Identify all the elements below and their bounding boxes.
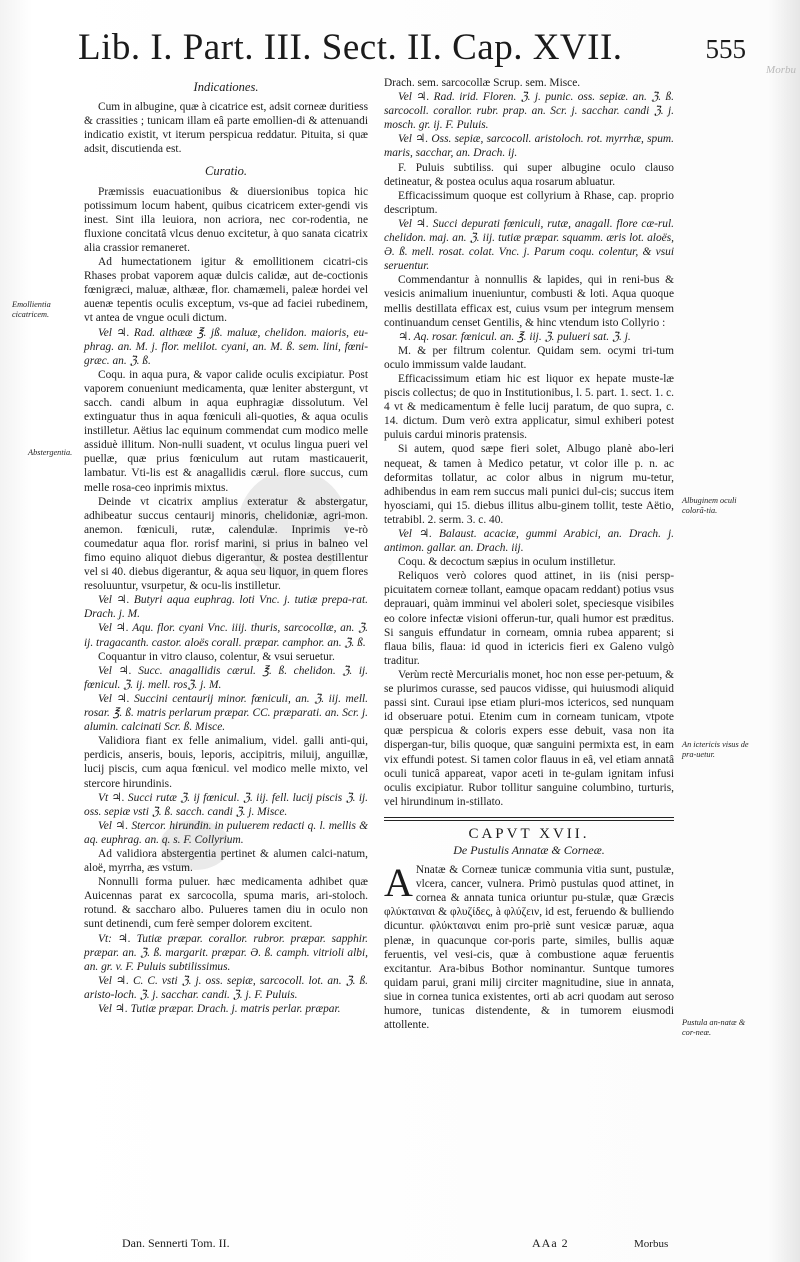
paragraph: M. & per filtrum colentur. Quidam sem. ocymi tri-tum oculo immissum valde laudant. xyxy=(384,344,674,371)
section-heading: Curatio. xyxy=(204,164,248,179)
margin-note: Emollientia cicatricem. xyxy=(12,300,51,319)
paragraph: Verùm rectè Mercurialis monet, hoc non esse per-petuum, & se plurimos curasse, sed paucos vidisse, qui huiusmodi aliquid passi sint. Curaui ipse etiam pluri-mos ictericos, sed nunquam id obseruare potui. Etenim cum in corneam tunicam, vtpote quæ perspicua & coloris expers esse debuit, vasa non ita dispergan-tur, bilis quoque, quæ sanguini permixta est, in eam vix effundi potest. Si tamen color flauus in eâ, vel etiam annatâ oculi tunicâ appareat, vapor aceti in te-gulam ignitam infusi oculis excipiatur. Rubor tollitur sanguine columbino, turturis, vel hirundinum in-stillato. xyxy=(384,668,674,808)
right-column xyxy=(384,76,674,1032)
recipe: Vel ♃. C. C. vsti ℨ. j. oss. sepiæ, sarcocoll. lot. an. ℨ. ß. aristo-loch. ℨ. j. sacchar. candi. ℨ. j. F. Puluis. xyxy=(84,974,368,1001)
recipe: Vel ♃. Succ. anagallidis cærul. ℥. ß. chelidon. ℨ. ij. fœnicul. ℨ. ij. mell. rosℨ. j. M. xyxy=(84,664,368,691)
recipe: Vt ♃. Succi rutæ ℨ. ij fœnicul. ℨ. iij. fell. lucij piscis ℨ. ij. oss. sepiæ vsti ℨ. ß. sacch. candi ℨ. j. Misce. xyxy=(84,791,368,818)
paragraph: Drach. sem. sarcocollæ Scrup. sem. Misce. xyxy=(384,77,581,89)
paragraph-text: Nnatæ & Corneæ tunicæ communia vitia sunt, pustulæ, vlcera, cancer, vulnera. Primò pustulas quod attinet, in cornea & annata tunica oriuntur pu-stulæ, quæ Græcis φλύκταιναι & φλυζίδες, à φλύζειν, id est, feruendo & bulliendo dicuntur. φλύκταιναι enim pro-priè sunt vesicæ paruæ, aqua plenæ, in quacunque cor-poris parte, similes, bullis aquæ feruentis, vel vesi-cis, quæ à combustione aquæ feruentis excitantur. Ara-bibus Bothor nominantur. Suntque tumores quidam parui, grani milij circiter magnitudine, siue in annata, siue in cornea tunica existentes, orti ab acri quodam aut seroso humore, tunicas distendente, & in tumorem eiusmodi attollente. xyxy=(384,864,674,1032)
catchword: Morbus xyxy=(634,1238,669,1250)
chapter-opening-paragraph xyxy=(384,860,674,1032)
recipe: Vel ♃. Rad. irid. Floren. ℨ. j. punic. oss. sepiæ. an. ℨ. ß. sarcocoll. corallor. rubr. prap. an. Scr. j. sacchar. candi ℨ. j. mosch. gr. ij. F. Puluis. xyxy=(384,91,674,132)
footer-signature: Dan. Sennerti Tom. II. xyxy=(122,1236,230,1250)
paragraph: Commendantur à nonnullis & lapides, qui in reni-bus & vesicis animalium inueniuntur, combusti & loti. Aqua quoque mellis destillata efficax est, cuius vsum per integrum mensem continuandum censet Gentilis, & hinc vtendum isto Collyrio : xyxy=(384,274,674,329)
margin-note: An ictericis visus de pra-uetur. xyxy=(682,740,749,759)
running-title: Lib. I. Part. III. Sect. II. Cap. XVII. xyxy=(78,27,623,68)
paragraph: Cum in albugine, quæ à cicatrice est, adsit corneæ duritiess & crassities ; tunicam illam eâ parte emollien-di & attenuandi indicatio existit, vt iterum perspicua reddatur. Pituita, si quæ adsit, discutienda est. xyxy=(84,101,368,156)
page-number: 555 xyxy=(705,34,746,64)
chapter-subtitle: De Pustulis Annatæ & Corneæ. xyxy=(453,842,605,857)
paragraph: Coqu. in aqua pura, & vapor calide oculis excipiatur. Post vaporem conueniunt medicamenta, quæ leniter abstergunt, vt sacch. candi album in aqua euphragiæ dissolutum. Vel extinguatur thus in aqua fœniculi ali-quoties, & aqua oculis instilletur. Aëtius lac equinum commendat cum modico melle assiduè illitum. Non-nulli suadent, vt oculus lingua pueri vel puellæ, quæ prius fœniculum aut rutam masticauerit, lambatur. Vti-lis est & anagallidis cærul. flore succus, cum melle rosa-ceo inprimis mixtus. xyxy=(84,368,368,494)
paragraph: Nonnulli forma puluer. hæc medicamenta adhibet quæ Auicennas parat ex sarcocolla, spuma maris, ari-stoloch. rotund. & saccharo albo. Pulueres tamen diu in oculo non sunt detinendi, cum ferè semper dolorem excitent. xyxy=(84,876,368,931)
paragraph: Reliquos verò colores quod attinet, in iis (nisi persp-picuitatem corneæ tollant, eamque opacam reddant) potius vsus deprauari, quàm imminui vel aboleri solet, speciesque visibiles eo colore infectæ visioni offerun-tur, quali humor est præditus. Si sanguis effundatur in corneam, omnia rubea apparent; si flaua bilis, flaua: id quod in ictericis fieri ex Galeno vulgò traditur. xyxy=(384,570,674,667)
bleed-through-text: Morbu xyxy=(766,64,796,76)
paragraph: F. Puluis subtiliss. qui super albugine oculo clauso detineatur, & postea oculus aqua rosarum abluatur. xyxy=(384,161,674,188)
margin-note: Pustula an-natæ & cor-neæ. xyxy=(682,1018,746,1037)
left-column xyxy=(84,76,368,1016)
recipe: Vel ♃. Butyri aqua euphrag. loti Vnc. j. tutiæ prepa-rat. Drach. j. M. xyxy=(84,594,368,621)
chapter-rule xyxy=(384,817,674,821)
signature-mark: AAa 2 xyxy=(532,1236,569,1250)
recipe: Vel ♃. Tutiæ præpar. Drach. j. matris perlar. præpar. xyxy=(98,1003,341,1015)
drop-capital: A xyxy=(384,860,413,906)
paragraph: Si autem, quod sæpe fieri solet, Albugo planè abo-leri nequeat, & tamen à Medico petatur, vt color ille p. n. ac deformitas tollatur, ac color albus in nigrum mu-tetur, adhibendus in eam rem succus mali punici dul-cis; succus item hyosciami, qui 15. diebus illitus albu-ginem tollit, teste Aëtio, tetrabibl. 2. serm. 3. c. 40. xyxy=(384,443,674,526)
paragraph: Ad humectationem igitur & emollitionem cicatri-cis Rhases probat vaporem aquæ dulcis calidæ, aut de-coctionis fœnigræci, maluæ, althææ, flor. chamæmeli, paleæ hordei vel auenæ tepentis oculis exceptum, vs-que ad faciei rubedinem, vt antea de vngue oculi dictum. xyxy=(84,256,368,325)
paragraph: Coquantur in vitro clauso, colentur, & vsui seruetur. xyxy=(98,650,335,663)
recipe: Vel ♃. Aqu. flor. cyani Vnc. iiij. thuris, sarcocollæ, an. ℨ. ij. tragacanth. castor. aloës corall. præpar. camphor. an. ℨ. ß. xyxy=(84,622,368,649)
paragraph: Coqu. & decoctum sæpius in oculum instilletur. xyxy=(398,556,616,569)
margin-note: Albuginem oculi colorã-tia. xyxy=(682,496,737,515)
paragraph: Efficacissimum quoque est collyrium à Rhase, cap. proprio descriptum. xyxy=(384,189,674,216)
running-header xyxy=(78,22,768,74)
recipe: Vel ♃. Rad. althææ ℥. jß. maluæ, chelidon. maioris, eu-phrag. an. M. j. flor. melilot. cyani, an. M. ß. sem. lini, fœni-græc. an. ℨ. ß. xyxy=(84,326,368,367)
paragraph: Efficacissimum etiam hic est liquor ex hepate muste-læ piscis collectus; de quo in Institutionibus, l. 5. part. 1. sect. 1. c. 4 vt & medicamentum è felle lucij paratum, de quo supra, c. 14. dictum. Dum verò extra applicatur, simul exhiberi potest puluis cardui minoris pratensis. xyxy=(384,372,674,442)
paragraph: Validiora fiant ex felle animalium, videl. galli anti-qui, perdicis, anseris, bouis, leporis, accipitris, miluij, anguillæ, lucij piscis, cum aqua fœnicul. vel modico melle mixto, vel stercore hirundinis. xyxy=(84,735,368,790)
section-heading: Indicationes. xyxy=(193,80,259,94)
margin-note: Abstergentia. xyxy=(28,448,73,457)
paragraph: Præmissis euacuationibus & diuersionibus topica hic potissimum locum habent, quibus cicatricem exter-gendi vis inest. Sint illa leuiora, non acriora, nec cor-rodentia, ne fluxione concitatâ vlcus denuo excitetur, à quo sanata cicatrix alia crassior remaneret. xyxy=(84,185,368,254)
recipe: Vel ♃. Stercor. hirundin. in puluerem redacti q. l. mellis & aq. euphrag. an. q. s. F. Collyrium. xyxy=(84,819,368,846)
paragraph: Ad validiora abstergentia pertinet & alumen calci-natum, aloë, myrrha, æs vstum. xyxy=(84,847,368,875)
recipe: Vel ♃. Balaust. acaciæ, gummi Arabici, an. Drach. j. antimon. gallar. an. Drach. iij. xyxy=(384,528,674,555)
recipe: Vel ♃. Oss. sepiæ, sarcocoll. aristoloch. rot. myrrhæ, spum. maris, sacchar, an. Drach. ij. xyxy=(384,133,674,160)
recipe: Vt: ♃. Tutiæ præpar. corallor. rubror. præpar. sapphir. præpar. an. ℨ. ß. margarit. præpar. Ə. ß. camph. vitrioli albi, an. gr. v. F. Puluis subtilissimus. xyxy=(84,932,368,973)
paragraph: Deinde vt cicatrix amplius exteratur & abstergatur, adhibeatur succus centaurij minoris, chelidoniæ, agri-mon. anemon. fœniculi, rutæ, calendulæ. Inprimis ve-rò coumedatur aqua flor. rorisf marini, si prius in balneo vel fimo equino aliquot diebus digerantur, & postea destillentur vel si 40. diebus digerantur, & aqua seu liquor, in quem flores resoluuntur, vsurpetur, & ocu-lis instilletur. xyxy=(84,495,368,593)
recipe: Vel ♃. Succi depurati fœniculi, rutæ, anagall. flore cæ-rul. chelidon. maj. an. ℨ. iij. tutiæ præpar. squamm. æris lot. aloës, Ə. ß. mell. rosat. colat. Vnc. j. Parum coqu. colentur, & vsui seruentur. xyxy=(384,217,674,273)
chapter-title: CAPVT XVII. xyxy=(468,825,590,842)
recipe: Vel ♃. Succini centaurij minor. fœniculi, an. ℨ. iij. mell. rosar. ℥. ß. matris perlarum præpar. CC. præparati. an. Scr. j. alumin. calcinati Scr. ß. Misce. xyxy=(84,692,368,734)
recipe: ♃. Aq. rosar. fœnicul. an. ℥. iij. ℨ. pulueri sat. ℨ. j. xyxy=(398,330,631,343)
